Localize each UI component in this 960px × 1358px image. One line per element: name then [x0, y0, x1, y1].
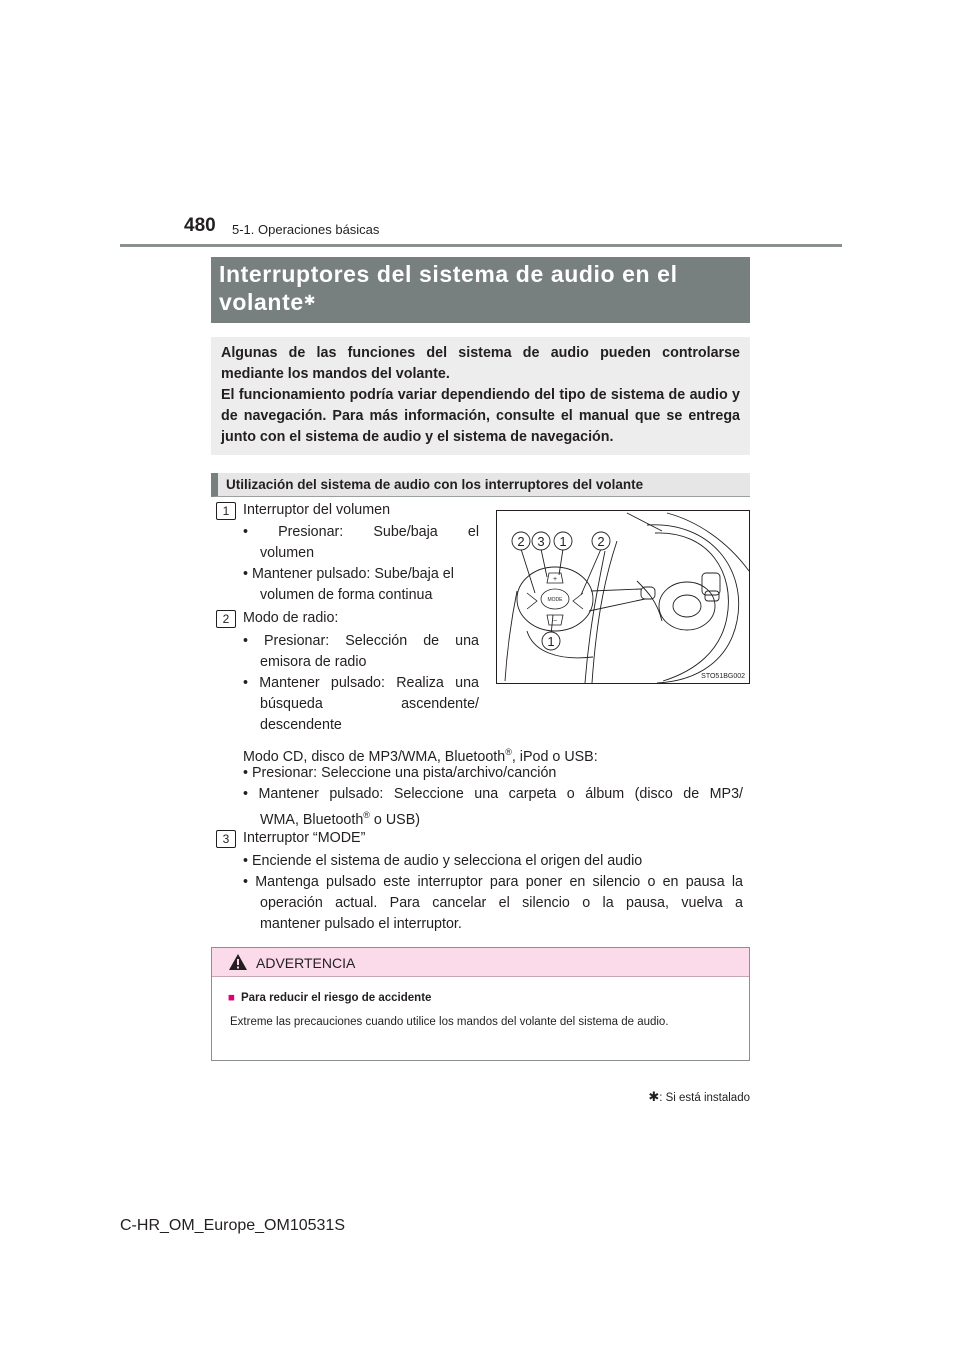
item-1-bullet-1 [243, 522, 479, 543]
section-reference: 5-1. Operaciones básicas [232, 222, 380, 237]
item-3-title: Interruptor “MODE” [243, 830, 366, 846]
cd-mode-text-b: , iPod o USB: [511, 748, 598, 765]
warning-header [212, 948, 749, 977]
warning-subtitle [228, 992, 431, 1004]
page-number: 480 [184, 215, 216, 236]
cd-bullet-1: • Presionar: Seleccione una pista/archivo/canción [243, 765, 557, 781]
item-1-bullet-2-cont: volumen de forma continua [260, 587, 433, 603]
title-line-2: volante [219, 289, 304, 315]
footnote [648, 1089, 750, 1105]
warning-subtitle-text: Para reducir el riesgo de accidente [240, 992, 432, 1004]
warning-box [211, 947, 750, 1061]
pink-square-icon: ■ [228, 992, 235, 1004]
item-3-bullet-2-cont2: mantener pulsado el interruptor. [260, 916, 462, 932]
asterisk-icon: ✱ [303, 292, 317, 308]
registered-mark-2: ® [363, 810, 370, 820]
volume-down-label: − [552, 618, 558, 625]
item-3-bullet-2: • Mantenga pulsado este interruptor para poner en silencio o en pausa la [243, 874, 743, 890]
warning-body: Extreme las precauciones cuando utilice los mandos del volante del sistema de audio. [230, 1016, 669, 1028]
callout-1-top: 1 [559, 534, 567, 549]
item-2-bullet-2-cont2: descendente [260, 717, 342, 733]
volume-up-label: + [552, 576, 558, 583]
item-1-bullet-1-cont: volumen [260, 545, 315, 561]
header-rule [120, 244, 842, 247]
callout-1-bottom: 1 [547, 634, 555, 649]
callout-2-left: 2 [517, 534, 525, 549]
title-line-2-wrap [219, 288, 738, 316]
item-3-bullet-2-cont: operación actual. Para cancelar el silencio o la pausa, vuelva a [260, 895, 743, 911]
item-1-bullet-2: • Mantener pulsado: Sube/baja el [243, 566, 454, 582]
figure-code: STO51BG002 [701, 673, 745, 680]
intro-paragraph-2: El funcionamiento podría variar dependiendo del tipo de sistema de audio y de navegación. Para más información, consulte el manual que se entrega junto con el sistema de audio y el sistema de navegación. [221, 387, 740, 445]
page-title [211, 257, 750, 323]
item-2-bullet-2: • Mantener pulsado: Realiza una [243, 675, 479, 691]
footnote-text: : Si está instalado [659, 1092, 750, 1104]
subheading: Utilización del sistema de audio con los interruptores del volante [211, 473, 750, 497]
item-3-bullet-1: • Enciende el sistema de audio y selecciona el origen del audio [243, 853, 643, 869]
cd-mode-text-a: Modo CD, disco de MP3/WMA, Bluetooth [243, 748, 506, 765]
document-id: C-HR_OM_Europe_OM10531S [120, 1217, 345, 1234]
registered-mark: ® [505, 747, 512, 757]
marker-2: 2 [216, 610, 236, 628]
cd-bullet-2: • Mantener pulsado: Seleccione una carpeta o álbum (disco de MP3/ [243, 786, 743, 802]
steering-wheel-drawing [497, 511, 749, 683]
title-line-1: Interruptores del sistema de audio en el [219, 261, 678, 287]
callout-2-right: 2 [597, 534, 605, 549]
warning-title: ADVERTENCIA [256, 955, 356, 971]
item-2-bullet-2-cont: búsqueda ascendente/ [260, 696, 479, 712]
item-2-bullet-1: • Presionar: Selección de una [243, 633, 479, 649]
mode-button-label: MODE [547, 597, 563, 603]
marker-1: 1 [216, 502, 236, 520]
item-1-title: Interruptor del volumen [243, 502, 391, 518]
intro-paragraph-1: Algunas de las funciones del sistema de audio pueden controlarse mediante los mandos del volante. [221, 345, 740, 382]
cd-bullet-2-cont-a: WMA, Bluetooth [260, 811, 364, 828]
marker-3: 3 [216, 830, 236, 848]
callout-3: 3 [537, 534, 545, 549]
item-2-title: Modo de radio: [243, 610, 339, 626]
warning-triangle-icon [228, 953, 248, 971]
item-1-bullet-1-text: • Presionar: Sube/baja el [243, 524, 479, 540]
cd-bullet-2-cont [260, 805, 420, 831]
cd-bullet-2-cont-b: o USB) [369, 811, 420, 828]
intro-box [211, 337, 750, 455]
asterisk-icon-footnote: ✱ [648, 1089, 660, 1104]
item-2-bullet-1-cont: emisora de radio [260, 654, 367, 670]
steering-wheel-illustration [496, 510, 750, 684]
